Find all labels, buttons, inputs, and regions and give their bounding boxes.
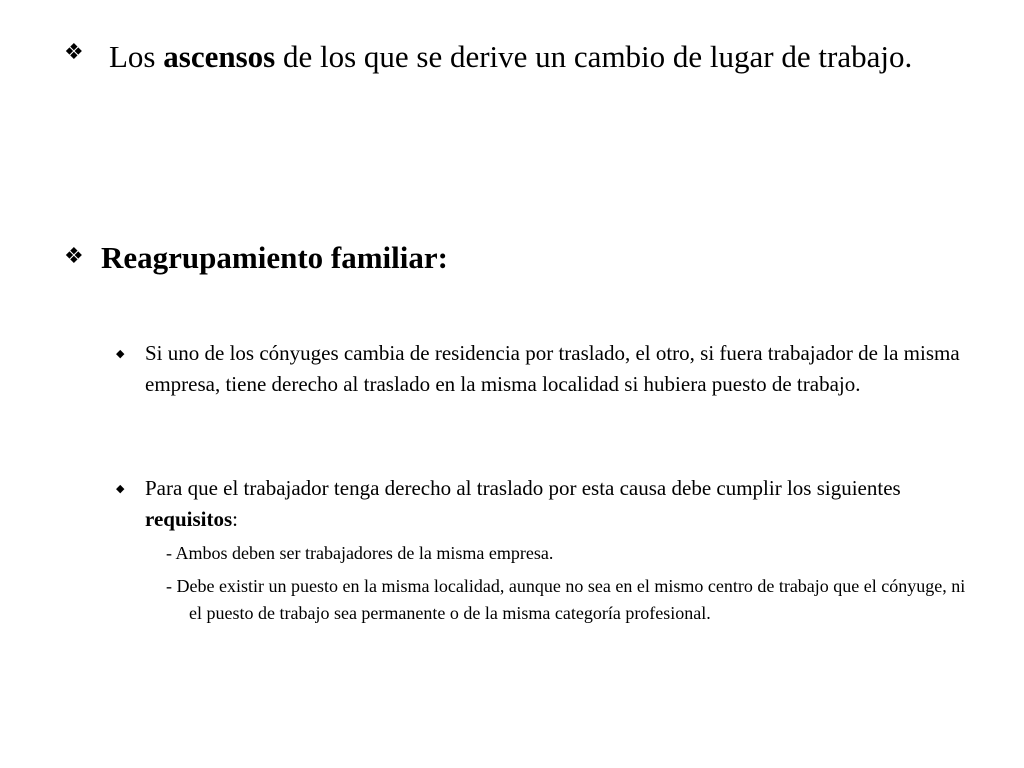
- requisitos-bold: requisitos: [145, 507, 233, 531]
- para1-text-before: Los: [109, 39, 164, 74]
- para1-text-after: de los que se derive un cambio de lugar de trabajo.: [275, 39, 913, 74]
- section-heading: Reagrupamiento familiar:: [101, 240, 448, 275]
- four-diamond-icon: ❖: [64, 40, 84, 65]
- requirement-item: - Ambos deben ser trabajadores de la misma empresa.: [166, 543, 554, 563]
- four-diamond-icon: ❖: [64, 244, 84, 269]
- list-item: [145, 338, 975, 400]
- list-item: [145, 473, 975, 535]
- ascensos-paragraph: [100, 34, 980, 79]
- diamond-icon: ◆: [116, 347, 125, 360]
- bullet2-text-before: Para que el trabajador tenga derecho al traslado por esta causa debe cumplir los siguientes: [145, 476, 901, 500]
- ascensos-bold: ascensos: [163, 39, 276, 74]
- requirement-item: - Debe existir un puesto en la misma localidad, aunque no sea en el mismo centro de trabajo que el cónyuge, ni el puesto de trabajo sea permanente o de la misma categoría profesional.: [166, 576, 966, 623]
- bullet1-text: Si uno de los cónyuges cambia de residencia por traslado, el otro, si fuera trabajador de la misma empresa, tiene derecho al traslado en la misma localidad si hubiera puesto de trabajo.: [145, 341, 960, 396]
- diamond-icon: ◆: [116, 482, 125, 495]
- bullet2-text-after: :: [232, 507, 238, 531]
